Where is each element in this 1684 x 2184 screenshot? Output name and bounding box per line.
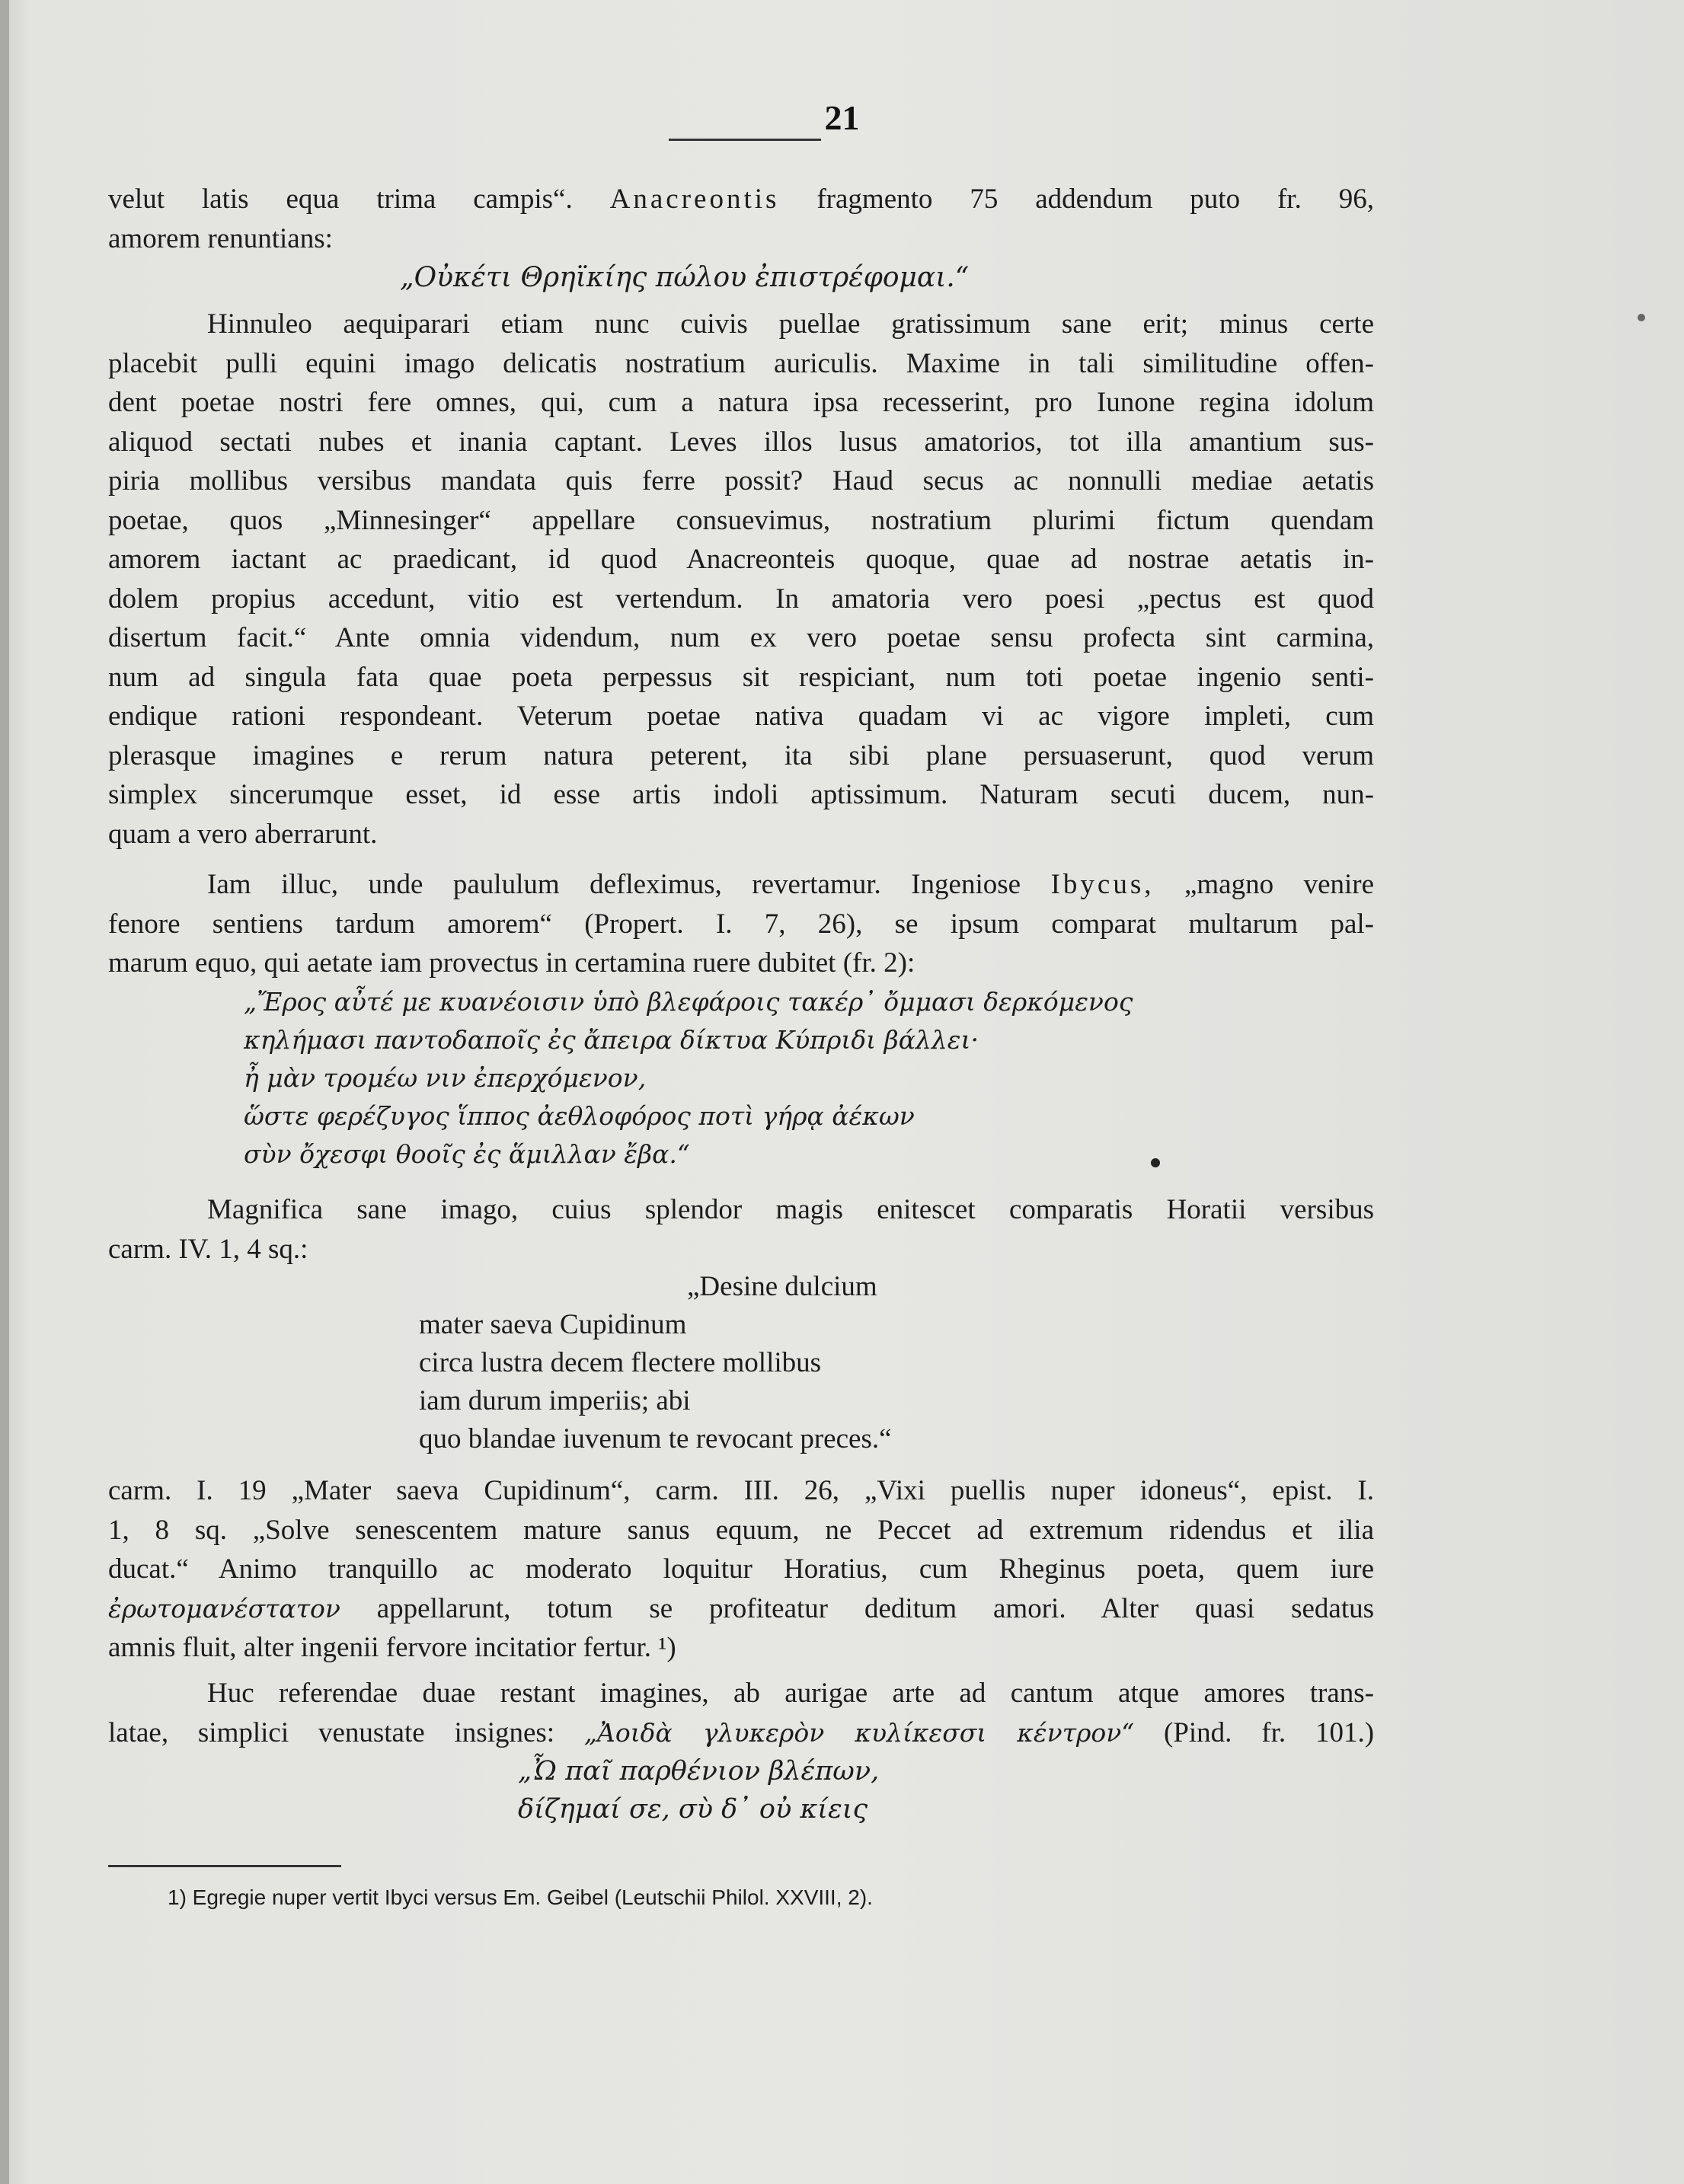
text-line: amorem renuntians: xyxy=(108,222,333,254)
author-name-ibycus: Ibycus, xyxy=(1050,869,1155,900)
text-line: ducat.“ Animo tranquillo ac moderato loquitur Horatius, cum Rheginus poeta, quem iure xyxy=(108,1553,1374,1585)
text-line: dent poetae nostri fere omnes, qui, cum a natura ipsa recesserint, pro Iunone regina idolum xyxy=(108,387,1374,418)
text-span: (Pind. fr. 101.) xyxy=(1164,1716,1375,1748)
text-span: appellarunt, totum se profiteatur deditum amori. Alter quasi sedatus xyxy=(376,1592,1374,1624)
text-line: quam a vero aberrarunt. xyxy=(108,818,378,850)
text-line: plerasque imagines e rerum natura peterent, ita sibi plane persuaserunt, quod verum xyxy=(108,739,1374,771)
text-line: amnis fluit, alter ingenii fervore incitatior fertur. ¹) xyxy=(108,1632,676,1663)
footnote: 1) Egregie nuper vertit Ibyci versus Em. Geibel (Leutschii Philol. XXVIII, 2). xyxy=(168,1885,873,1909)
text-line xyxy=(108,1589,1374,1629)
greek-verse-line: ὥστε φερέζυγος ἵππος ἀεθλοφόρος ποτὶ γήρᾳ ἀέκων xyxy=(244,1101,915,1131)
latin-verse-line: mater saeva Cupidinum xyxy=(419,1309,687,1340)
paragraph-6 xyxy=(108,1674,1374,1752)
latin-verse-line: „Desine dulcium xyxy=(687,1271,877,1302)
greek-quote: „Οὐκέτι Θρηϊκίης πώλου ἐπιστρέφομαι.“ xyxy=(400,262,970,293)
greek-quote-inline: „Ἀοιδὰ γλυκερὸν κυλίκεσσι κέντρον“ xyxy=(583,1717,1135,1748)
author-name-anacreon: Anacreontis xyxy=(609,184,780,215)
text-span: Iam illuc, unde paululum defleximus, revertamur. Ingeniose xyxy=(207,869,1021,900)
text-line: poetae, quos „Minnesinger“ appellare consuevimus, nostratium plurimi fictum quendam xyxy=(108,504,1374,536)
greek-verse-line: ἦ μὰν τρομέω νιν ἐπερχόμενον, xyxy=(244,1063,647,1093)
text-line: simplex sincerumque esset, id esse artis indoli aptissimum. Naturam secuti ducem, nun- xyxy=(108,779,1374,810)
text-span: velut latis equa trima campis“. xyxy=(108,184,573,215)
text-span: „magno venire xyxy=(1184,869,1375,900)
text-line: 1, 8 sq. „Solve senescentem mature sanus equum, ne Peccet ad extremum ridendus et ilia xyxy=(108,1514,1374,1546)
greek-verse-line: „Ἔρος αὖτέ με κυανέοισιν ὑπὸ βλεφάροις τακέρ᾽ ὄμμασι δερκόμενος xyxy=(244,987,1133,1017)
text-line: amorem iactant ac praedicant, id quod Anacreonteis quoque, quae ad nostrae aetatis in- xyxy=(108,544,1374,575)
text-line: piria mollibus versibus mandata quis ferre possit? Haud secus ac nonnulli mediae aetatis xyxy=(108,465,1374,497)
text-line: carm. I. 19 „Mater saeva Cupidinum“, carm. III. 26, „Vixi puellis nuper idoneus“, epist. I. xyxy=(108,1475,1374,1506)
ink-speck xyxy=(1638,314,1645,321)
paragraph-1 xyxy=(108,180,1374,258)
text-line xyxy=(108,865,1374,905)
greek-verse-line: δίζημαί σε, σὺ δ᾽ οὐ κίεις xyxy=(518,1794,868,1825)
text-line: fenore sentiens tardum amorem“ (Propert. I. 7, 26), se ipsum comparat multarum pal- xyxy=(108,908,1374,940)
latin-verse-line: iam durum imperiis; abi xyxy=(419,1385,691,1416)
text-span: latae, simplici venustate insignes: xyxy=(108,1716,555,1748)
text-line: carm. IV. 1, 4 sq.: xyxy=(108,1233,308,1265)
text-line: Huc referendae duae restant imagines, ab aurigae arte ad cantum atque amores trans- xyxy=(207,1678,1374,1709)
paragraph-2 xyxy=(108,305,1374,854)
greek-verse-line: σὺν ὄχεσφι θοοῖς ἐς ἅμιλλαν ἔβα.“ xyxy=(244,1139,690,1169)
greek-word: ἐρωτομανέστατον xyxy=(108,1593,340,1624)
text-line xyxy=(108,180,1374,219)
paragraph-3 xyxy=(108,865,1374,983)
greek-verse-line: „Ὦ παῖ παρθένιον βλέπων, xyxy=(518,1756,880,1786)
text-line: aliquod sectati nubes et inania captant. Leves illos lusus amatorios, tot illa amantium sus- xyxy=(108,426,1374,458)
footnote-rule xyxy=(108,1865,341,1867)
greek-verse-line: κηλήμασι παντοδαποῖς ἐς ἄπειρα δίκτυα Κύπριδι βάλλει· xyxy=(244,1025,979,1055)
page-number-rule xyxy=(669,139,821,141)
text-line: Magnifica sane imago, cuius splendor magis enitescet comparatis Horatii versibus xyxy=(207,1194,1374,1225)
latin-verse-line: quo blandae iuvenum te revocant preces.“ xyxy=(419,1423,892,1454)
paragraph-5 xyxy=(108,1471,1374,1668)
latin-verse-line: circa lustra decem flectere mollibus xyxy=(419,1347,822,1378)
text-span: fragmento 75 addendum puto fr. 96, xyxy=(816,184,1375,215)
text-line: dolem propius accedunt, vitio est vertendum. In amatoria vero poesi „pectus est quod xyxy=(108,583,1374,615)
text-line: Hinnuleo aequiparari etiam nunc cuivis puellae gratissimum sane erit; minus certe xyxy=(207,308,1374,340)
text-line: marum equo, qui aetate iam provectus in certamina ruere dubitet (fr. 2): xyxy=(108,947,915,979)
text-line: num ad singula fata quae poeta perpessus sit respiciant, num toti poetae ingenio senti- xyxy=(108,661,1374,693)
paragraph-4 xyxy=(108,1190,1374,1269)
page-number: 21 xyxy=(824,98,860,137)
text-line xyxy=(108,1713,1374,1753)
text-line: endique rationi respondeant. Veterum poetae nativa quadam vi ac vigore impleti, cum xyxy=(108,701,1374,732)
text-line: placebit pulli equini imago delicatis nostratium auriculis. Maxime in tali similitudine offen- xyxy=(108,347,1374,379)
ink-speck xyxy=(1151,1158,1160,1167)
page-edge-shadow xyxy=(0,0,9,2184)
text-line: disertum facit.“ Ante omnia videndum, num ex vero poetae sensu profecta sint carmina, xyxy=(108,622,1374,653)
